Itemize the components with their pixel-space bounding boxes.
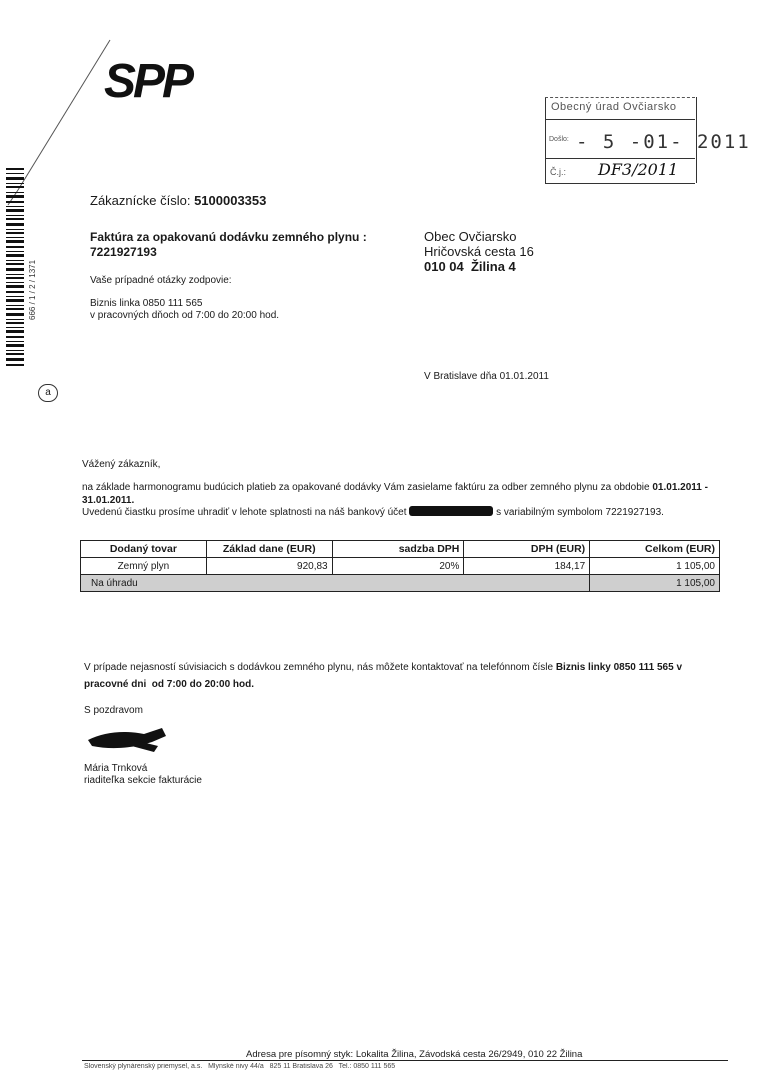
customer-number-line [90, 193, 266, 208]
stamp-top-line [545, 97, 695, 98]
header-tax-base: Základ dane (EUR) [206, 541, 332, 558]
spp-logo: SPP [104, 55, 192, 108]
customer-number-label: Zákaznícke číslo: [90, 193, 191, 208]
questions-label: Vaše prípadné otázky zodpovie: [90, 275, 232, 286]
header-total: Celkom (EUR) [590, 541, 720, 558]
contact-hours: pracovné dni od 7:00 do 20:00 hod. [84, 679, 255, 690]
side-reference-code: 666 / 1 / 2 / 1371 [28, 259, 37, 320]
variable-symbol-text: s variabilným symbolom 7221927193. [496, 507, 664, 518]
stamp-date-label: Došlo: [549, 136, 569, 143]
hotline-text: Biznis linka 0850 111 565 [90, 298, 203, 309]
total-label: Na úhradu [81, 575, 590, 592]
body-paragraph-1-text: na základe harmonogramu budúcich platieb za opakované dodávky Vám zasielame faktúru za odber zemného plynu za obdobie [82, 482, 650, 493]
cell-total: 1 105,00 [590, 558, 720, 575]
recipient-street: Hričovská cesta 16 [424, 244, 534, 259]
period-end: 31.01.2011. [82, 495, 135, 506]
total-value: 1 105,00 [590, 575, 720, 592]
hotline-hours: v pracovných dňoch od 7:00 do 20:00 hod. [90, 310, 280, 321]
redacted-signature [84, 726, 174, 754]
signer-title: riaditeľka sekcie fakturácie [84, 775, 202, 786]
header-vat-rate: sadzba DPH [332, 541, 464, 558]
body-paragraph-2-text: Uvedenú čiastku prosíme uhradiť v lehote splatnosti na náš bankový účet [82, 507, 407, 518]
footer-address: Adresa pre písomný styk: Lokalita Žilina, Závodská cesta 26/2949, 010 22 Žilina [246, 1049, 583, 1060]
footer-rule [82, 1060, 728, 1061]
recipient-city: 010 04 Žilina 4 [424, 259, 516, 274]
invoice-title: Faktúra za opakovanú dodávku zemného plynu : [90, 230, 367, 244]
table-header-row [81, 541, 720, 558]
stamp-number: DF3/2011 [598, 160, 679, 179]
contact-paragraph [84, 661, 734, 674]
cell-tax-base: 920,83 [206, 558, 332, 575]
closing-greeting: S pozdravom [84, 705, 143, 716]
invoice-number: 7221927193 [90, 245, 157, 259]
stamp-number-label: Č.j.: [550, 167, 567, 177]
stamp-office-name: Obecný úrad Ovčiarsko [551, 101, 677, 113]
contact-hotline: Biznis linky 0850 111 565 v [555, 662, 683, 673]
invoice-table [80, 540, 720, 592]
circled-mark: a [38, 384, 58, 402]
barcode [6, 168, 26, 368]
body-paragraph-2 [82, 506, 727, 519]
stamp-divider-1 [545, 119, 695, 120]
recipient-name: Obec Ovčiarsko [424, 229, 517, 244]
header-product: Dodaný tovar [81, 541, 207, 558]
cell-product: Zemný plyn [81, 558, 207, 575]
body-paragraph-1 [82, 481, 727, 507]
stamp-bottom-line [545, 183, 695, 184]
cell-vat: 184,17 [464, 558, 590, 575]
cell-vat-rate: 20% [332, 558, 464, 575]
redacted-account [409, 506, 493, 516]
salutation: Vážený zákazník, [82, 459, 161, 470]
customer-number: 5100003353 [194, 193, 267, 208]
stamp-date: - 5 -01- 2011 [576, 131, 751, 153]
contact-text: V prípade nejasností súvisiacich s dodávkou zemného plynu, nás môžete kontaktovať na telefónnom čísle [84, 662, 554, 673]
stamp-divider-2 [545, 158, 695, 159]
header-vat: DPH (EUR) [464, 541, 590, 558]
date-line: V Bratislave dňa 01.01.2011 [424, 371, 549, 382]
table-total-row [81, 575, 720, 592]
signer-name: Mária Trnková [84, 763, 148, 774]
period-start: 01.01.2011 - [652, 482, 708, 493]
table-row [81, 558, 720, 575]
footer-company: Slovenský plynárenský priemysel, a.s. Mlynské nivy 44/a 825 11 Bratislava 26 Tel.: 0850 111 565 [84, 1063, 396, 1070]
